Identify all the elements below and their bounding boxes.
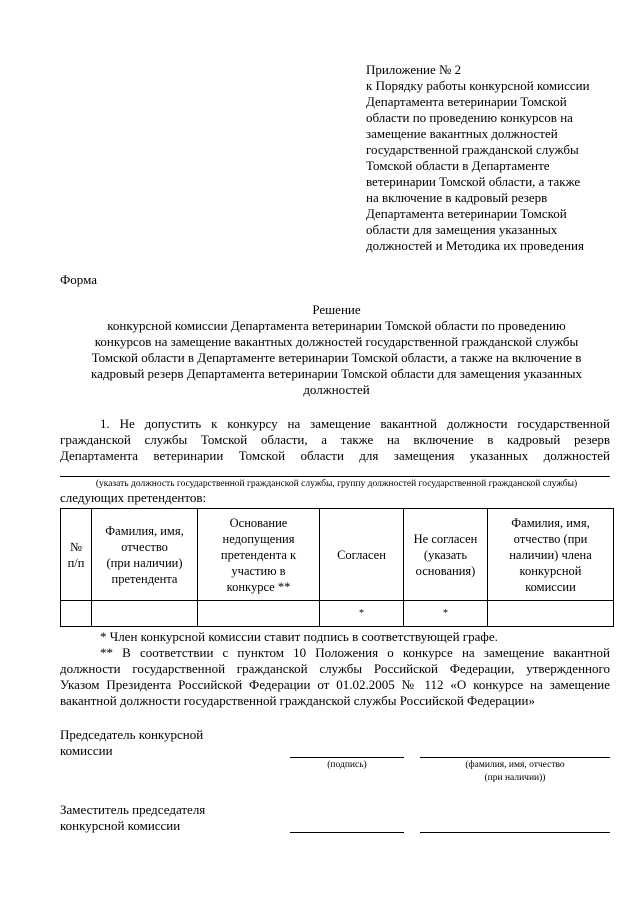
- form-label: Форма: [60, 272, 97, 287]
- appendix-line: государственной гражданской службы: [366, 142, 579, 157]
- signature-line: [290, 832, 404, 833]
- table-cell: [488, 601, 614, 627]
- name-line: [420, 757, 610, 758]
- paragraph-line: 1. Не допустить к конкурсу на замещение вакантной должности государственной: [100, 416, 610, 431]
- chair-title: комиссии: [60, 743, 113, 758]
- table-header-row: [61, 509, 614, 601]
- appendix-line: области для замещения указанных: [366, 222, 558, 237]
- appendix-line: к Порядку работы конкурсной комиссии: [366, 78, 590, 93]
- table-row: [61, 601, 614, 627]
- table-header-cell: Фамилия, имя, отчество (при наличии) претендента: [92, 509, 198, 601]
- appendix-line: Департамента ветеринарии Томской: [366, 206, 567, 221]
- paragraph-continuation: следующих претендентов:: [60, 490, 207, 505]
- footnote-2-line: ** В соответствии с пунктом 10 Положения о конкурсе на замещение вакантной: [100, 645, 610, 660]
- table-header-cell: № п/п: [61, 509, 92, 601]
- signature-hint: (подпись): [327, 760, 367, 770]
- footnote-2-line: Указом Президента Российской Федерации от 01.02.2005 № 112 «О конкурсе на замещение: [60, 677, 610, 692]
- title-line: Томской области в Департаменте ветеринарии Томской области, а также на включение в: [91, 350, 582, 365]
- name-line: [420, 832, 610, 833]
- appendix-line: на включение в кадровый резерв: [366, 190, 548, 205]
- deputy-title: конкурсной комиссии: [60, 818, 181, 833]
- title-line: должностей: [303, 382, 370, 397]
- fill-in-line: [60, 476, 610, 477]
- paragraph-line: гражданской службы Томской области, а также на включение в кадровый резерв: [60, 432, 610, 447]
- paragraph-line: Департамента ветеринарии Томской области для замещения указанных должностей: [60, 448, 610, 463]
- footnote-2-line: должности государственной гражданской службы Российской Федерации, утвержденного: [60, 661, 610, 676]
- appendix-line: замещение вакантных должностей: [366, 126, 558, 141]
- appendix-line: области по проведению конкурсов на: [366, 110, 573, 125]
- table-cell: *: [320, 601, 404, 627]
- appendix-line: должностей и Методика их проведения: [366, 238, 584, 253]
- candidates-table: [60, 508, 614, 627]
- name-hint: (фамилия, имя, отчество: [465, 760, 565, 770]
- field-hint: (указать должность государственной гражданской службы, группу должностей государственной гражданской службы): [95, 479, 578, 489]
- table-header-cell: Согласен: [320, 509, 404, 601]
- table-cell: [61, 601, 92, 627]
- appendix-line: Приложение № 2: [366, 62, 462, 77]
- signature-line: [290, 757, 404, 758]
- name-hint: (при наличии)): [484, 773, 546, 783]
- table-cell: [92, 601, 198, 627]
- appendix-line: Томской области в Департаменте: [366, 158, 550, 173]
- title-line: кадровый резерв Департамента ветеринарии Томской области для замещения указанных: [90, 366, 583, 381]
- title-line: конкурсов на замещение вакантных должностей государственной гражданской службы: [94, 334, 579, 349]
- footnote-1: * Член конкурсной комиссии ставит подпись в соответствующей графе.: [100, 629, 498, 644]
- table-header-cell: Фамилия, имя, отчество (при наличии) члена конкурсной комиссии: [488, 509, 614, 601]
- appendix-line: Департамента ветеринарии Томской: [366, 94, 567, 109]
- table-cell: *: [404, 601, 488, 627]
- table-header-cell: Не согласен (указать основания): [404, 509, 488, 601]
- title-heading: Решение: [312, 302, 361, 317]
- appendix-line: ветеринарии Томской области, а также: [366, 174, 581, 189]
- table-header-cell: Основание недопущения претендента к участию в конкурсе **: [198, 509, 320, 601]
- title-line: конкурсной комиссии Департамента ветеринарии Томской области по проведению: [107, 318, 566, 333]
- chair-title: Председатель конкурсной: [60, 727, 204, 742]
- footnote-2-line: вакантной должности государственной гражданской службы Российской Федерации»: [60, 693, 535, 708]
- deputy-title: Заместитель председателя: [60, 802, 206, 817]
- table-cell: [198, 601, 320, 627]
